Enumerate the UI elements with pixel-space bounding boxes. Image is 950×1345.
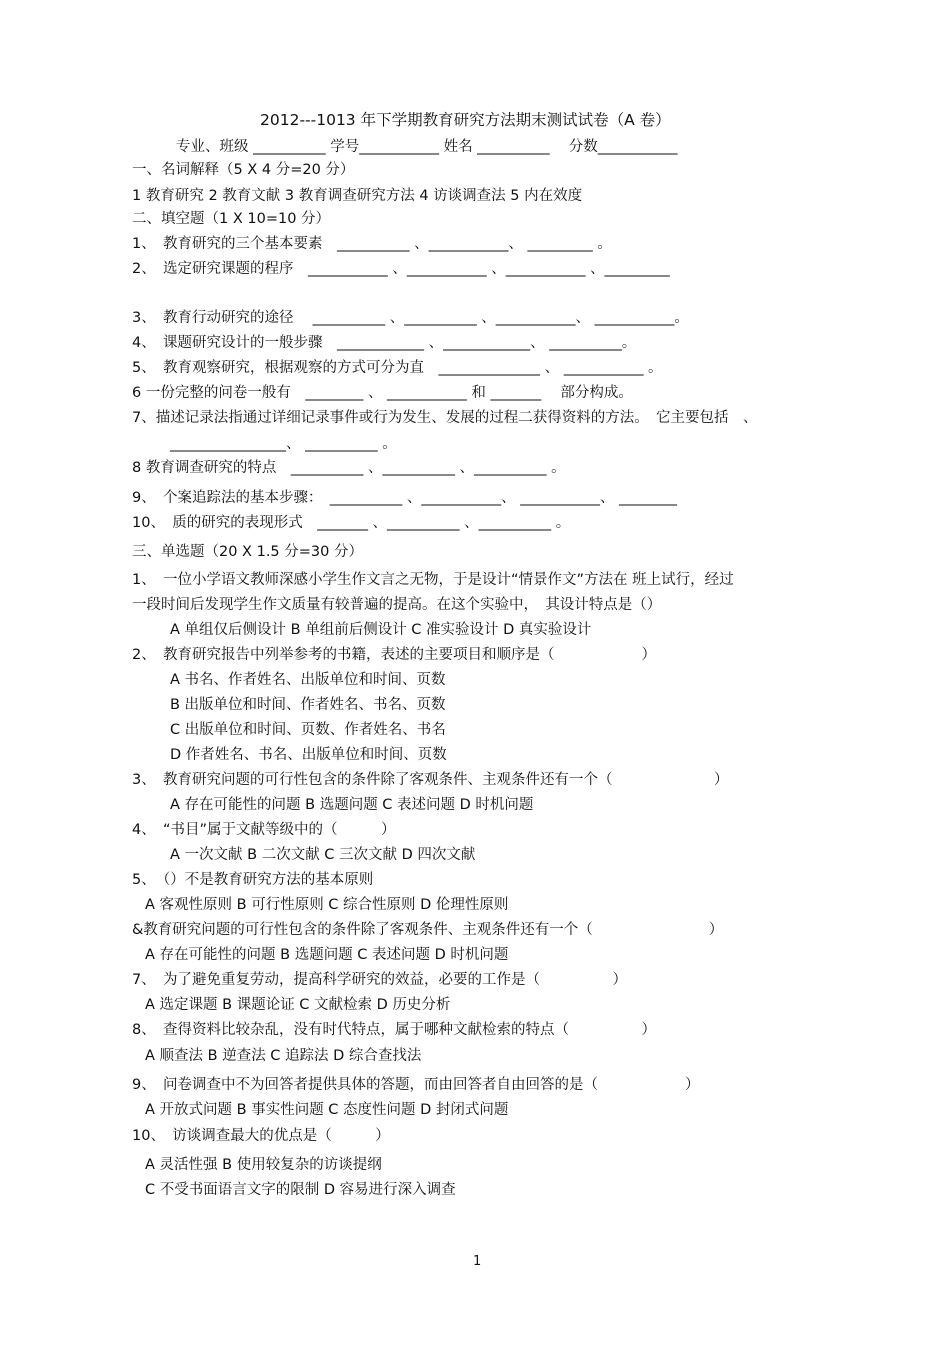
section1-heading: 一、名词解释（5 X 4 分=20 分） [132,162,355,178]
exam-title: 2012---1013 年下学期教育研究方法期末测试试卷（A 卷） [260,111,671,129]
section2-heading: 二、填空题（1 X 10=10 分） [132,211,331,227]
choice-question-8: 8、 查得资料比较杂乱，没有时代特点，属于哪种文献检索的特点（ ） [132,1022,656,1038]
choice-question-1-options: A 单组仅后侧设计 B 单组前后侧设计 C 准实验设计 D 真实验设计 [170,622,592,638]
fill-question-10: 10、 质的研究的表现形式 _______ 、__________ 、__________ 。 [132,515,571,531]
fill-question-8: 8 教育调查研究的特点 __________ 、__________ 、__________ 。 [132,460,566,476]
choice-question-8-options: A 顺查法 B 逆查法 C 追踪法 D 综合查找法 [145,1048,422,1064]
choice-question-7: 7、 为了避免重复劳动，提高科学研究的效益，必要的工作是（ ） [132,972,627,988]
choice-question-6: &教育研究问题的可行性包含的条件除了客观条件、主观条件还有一个（ ） [132,922,724,938]
choice-question-2-option-b: B 出版单位和时间、作者姓名、书名、页数 [170,697,446,713]
fill-question-5: 5、 教育观察研究，根据观察的方式可分为直 ______________ 、 ___________ 。 [132,360,663,376]
choice-question-10: 10、 访谈调查最大的优点是（ ） [132,1128,390,1144]
fill-question-2: 2、 选定研究课题的程序 ___________ 、___________ 、___________ 、_________ [132,261,670,277]
choice-question-3-options: A 存在可能性的问题 B 选题问题 C 表述问题 D 时机问题 [170,797,534,813]
fill-question-9: 9、 个案追踪法的基本步骤： __________ 、___________、 ___________、 ________ [132,490,678,506]
choice-question-9-options: A 开放式问题 B 事实性问题 C 态度性问题 D 封闭式问题 [145,1102,509,1118]
choice-question-6-options: A 存在可能性的问题 B 选题问题 C 表述问题 D 时机问题 [145,947,509,963]
choice-question-2-option-a: A 书名、作者姓名、出版单位和时间、页数 [170,672,446,688]
page-number: 1 [473,1254,482,1269]
student-info-line: 专业、班级 __________ 学号___________ 姓名 __________ 分数___________ [176,139,678,155]
fill-question-7: 7、描述记录法指通过详细记录事件或行为发生、发展的过程二获得资料的方法。 它主要包括 、 [132,410,758,426]
choice-question-1: 1、 一位小学语文教师深感小学生作文言之无物，于是设计“情景作文”方法在 班上试行，经过 [132,572,734,588]
fill-question-1: 1、 教育研究的三个基本要素 __________ 、___________、 _________ 。 [132,236,612,252]
choice-question-1-cont: 一段时间后发现学生作文质量有较普遍的提高。在这个实验中， 其设计特点是（） [132,597,662,613]
fill-question-3: 3、 教育行动研究的途径 __________ 、__________ 、___________、 ___________。 [132,310,689,326]
choice-question-4-options: A 一次文献 B 二次文献 C 三次文献 D 四次文献 [170,847,476,863]
choice-question-5: 5、 （）不是教育研究方法的基本原则 [132,872,374,888]
fill-question-6: 6 一份完整的问卷一般有 ________ 、 ___________ 和 _______ 部分构成。 [132,385,633,401]
choice-question-2-option-c: C 出版单位和时间、页数、作者姓名、书名 [170,722,446,738]
section1-terms: 1 教育研究 2 教育文献 3 教育调查研究方法 4 访谈调查法 5 内在效度 [132,188,583,204]
fill-question-7-blanks: ________________、 __________ 。 [170,436,397,452]
choice-question-9: 9、 问卷调查中不为回答者提供具体的答题，而由回答者自由回答的是（ ） [132,1077,700,1093]
choice-question-5-options: A 客观性原则 B 可行性原则 C 综合性原则 D 伦理性原则 [145,897,509,913]
fill-question-4: 4、 课题研究设计的一般步骤 ____________ 、____________、 __________。 [132,335,637,351]
choice-question-7-options: A 选定课题 B 课题论证 C 文献检索 D 历史分析 [145,997,451,1013]
choice-question-3: 3、 教育研究问题的可行性包含的条件除了客观条件、主观条件还有一个（ ） [132,772,729,788]
choice-question-4: 4、 “书目”属于文献等级中的（ ） [132,822,396,838]
choice-question-2-option-d: D 作者姓名、书名、出版单位和时间、页数 [170,747,447,763]
choice-question-10-options-cd: C 不受书面语言文字的限制 D 容易进行深入调查 [145,1182,456,1198]
choice-question-2: 2、 教育研究报告中列举参考的书籍，表述的主要项目和顺序是（ ） [132,647,656,663]
choice-question-10-options-ab: A 灵活性强 B 使用较复杂的访谈提纲 [145,1157,382,1173]
section3-heading: 三、单选题（20 X 1.5 分=30 分） [132,544,363,560]
